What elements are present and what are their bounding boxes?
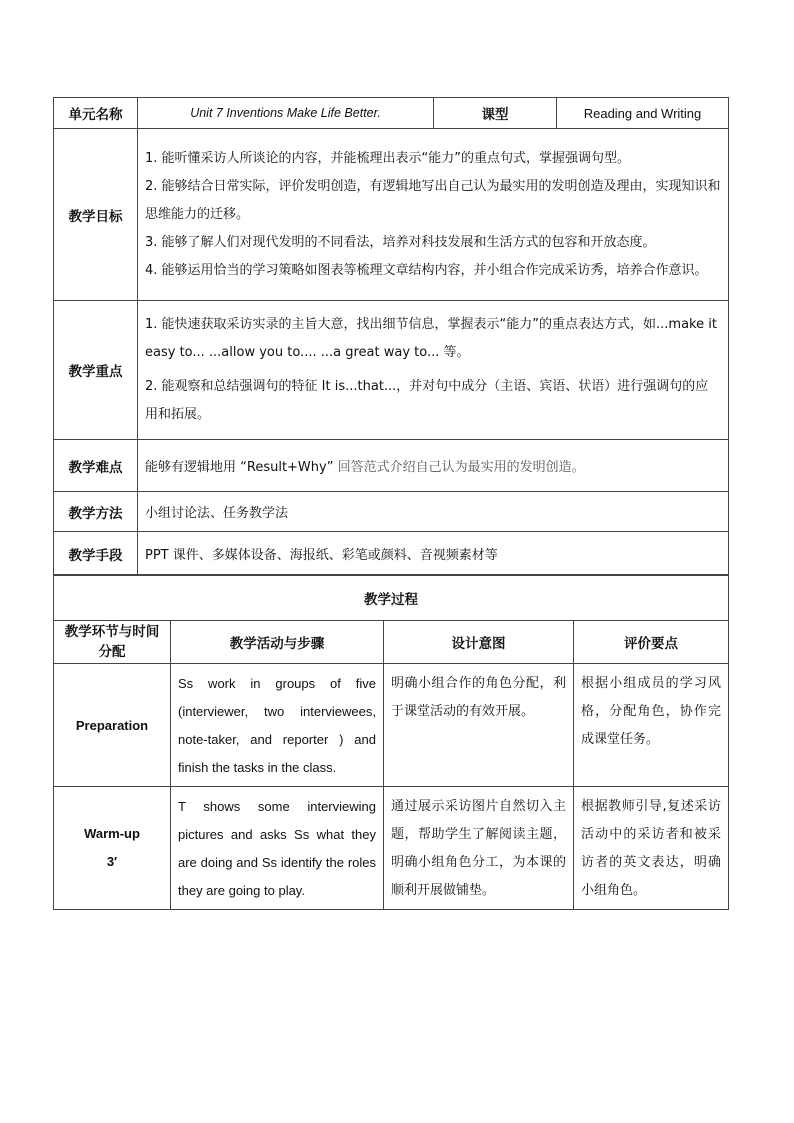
method-value: 小组讨论法、任务教学法 (138, 492, 729, 532)
key-points-cell (138, 301, 729, 440)
table-row (54, 787, 729, 910)
unit-name-value: Unit 7 Inventions Make Life Better. (138, 98, 434, 129)
evaluation-text: 根据小组成员的学习风格，分配角色，协作完成课堂任务。 (574, 664, 729, 787)
header-evaluation: 评价要点 (574, 621, 729, 664)
method-label: 教学方法 (54, 492, 138, 532)
key-points-label: 教学重点 (54, 301, 138, 440)
evaluation-text: 根据教师引导,复述采访活动中的采访者和被采访者的英文表达，明确小组角色。 (574, 787, 729, 910)
intent-text: 通过展示采访图片自然切入主题，帮助学生了解阅读主题，明确小组角色分工，为本课的顺利开展做铺垫。 (384, 787, 574, 910)
activity-text: T shows some interviewing pictures and asks Ss what they are doing and Ss identify the roles they are going to play. (171, 787, 384, 910)
key-point-item: 1. 能快速获取采访实录的主旨大意，找出细节信息，掌握表示“能力”的重点表达方式，如...make it easy to... ...allow you to.... ...a great way to... 等。 (145, 317, 717, 360)
objective-item: 3. 能够了解人们对现代发明的不同看法，培养对科技发展和生活方式的包容和开放态度。 (145, 234, 656, 250)
stage-cell (54, 787, 171, 910)
intent-text: 明确小组合作的角色分配，利于课堂活动的有效开展。 (384, 664, 574, 787)
difficulty-text: 能够有逻辑地用 “Result+Why” (145, 460, 338, 475)
stage-name: Preparation (54, 664, 171, 787)
lesson-info-table (53, 97, 729, 576)
objective-item: 4. 能够运用恰当的学习策略如图表等梳理文章结构内容，并小组合作完成采访秀，培养合作意识。 (145, 262, 708, 278)
process-title: 教学过程 (54, 575, 729, 621)
lesson-type-label: 课型 (434, 98, 557, 129)
difficulty-cell (138, 440, 729, 492)
objective-item: 1. 能听懂采访人所谈论的内容，并能梳理出表示“能力”的重点句式，掌握强调句型。 (145, 150, 631, 166)
stage-time: 3′ (106, 854, 118, 869)
header-stage-time: 教学环节与时间分配 (54, 621, 171, 664)
stage-name: Warm-up (84, 826, 140, 841)
difficulty-text-tail: 回答范式介绍自己认为最实用的发明创造。 (337, 460, 585, 475)
table-row (54, 664, 729, 787)
objectives-label: 教学目标 (54, 129, 138, 301)
activity-text: Ss work in groups of five (interviewer, two interviewees, note-taker, and reporter ) and finish the tasks in the class. (171, 664, 384, 787)
header-activity: 教学活动与步骤 (171, 621, 384, 664)
header-intent: 设计意图 (384, 621, 574, 664)
objectives-cell (138, 129, 729, 301)
means-label: 教学手段 (54, 532, 138, 576)
key-point-item: 2. 能观察和总结强调句的特征 It is...that...，并对句中成分（主语、宾语、状语）进行强调句的应用和拓展。 (145, 379, 709, 422)
objective-item: 2. 能够结合日常实际，评价发明创造，有逻辑地写出自己认为最实用的发明创造及理由，实现知识和思维能力的迁移。 (145, 178, 721, 222)
lesson-type-value: Reading and Writing (557, 98, 729, 129)
process-table (53, 574, 729, 910)
means-value: PPT 课件、多媒体设备、海报纸、彩笔或颜料、音视频素材等 (138, 532, 729, 576)
difficulty-label: 教学难点 (54, 440, 138, 492)
unit-name-label: 单元名称 (54, 98, 138, 129)
